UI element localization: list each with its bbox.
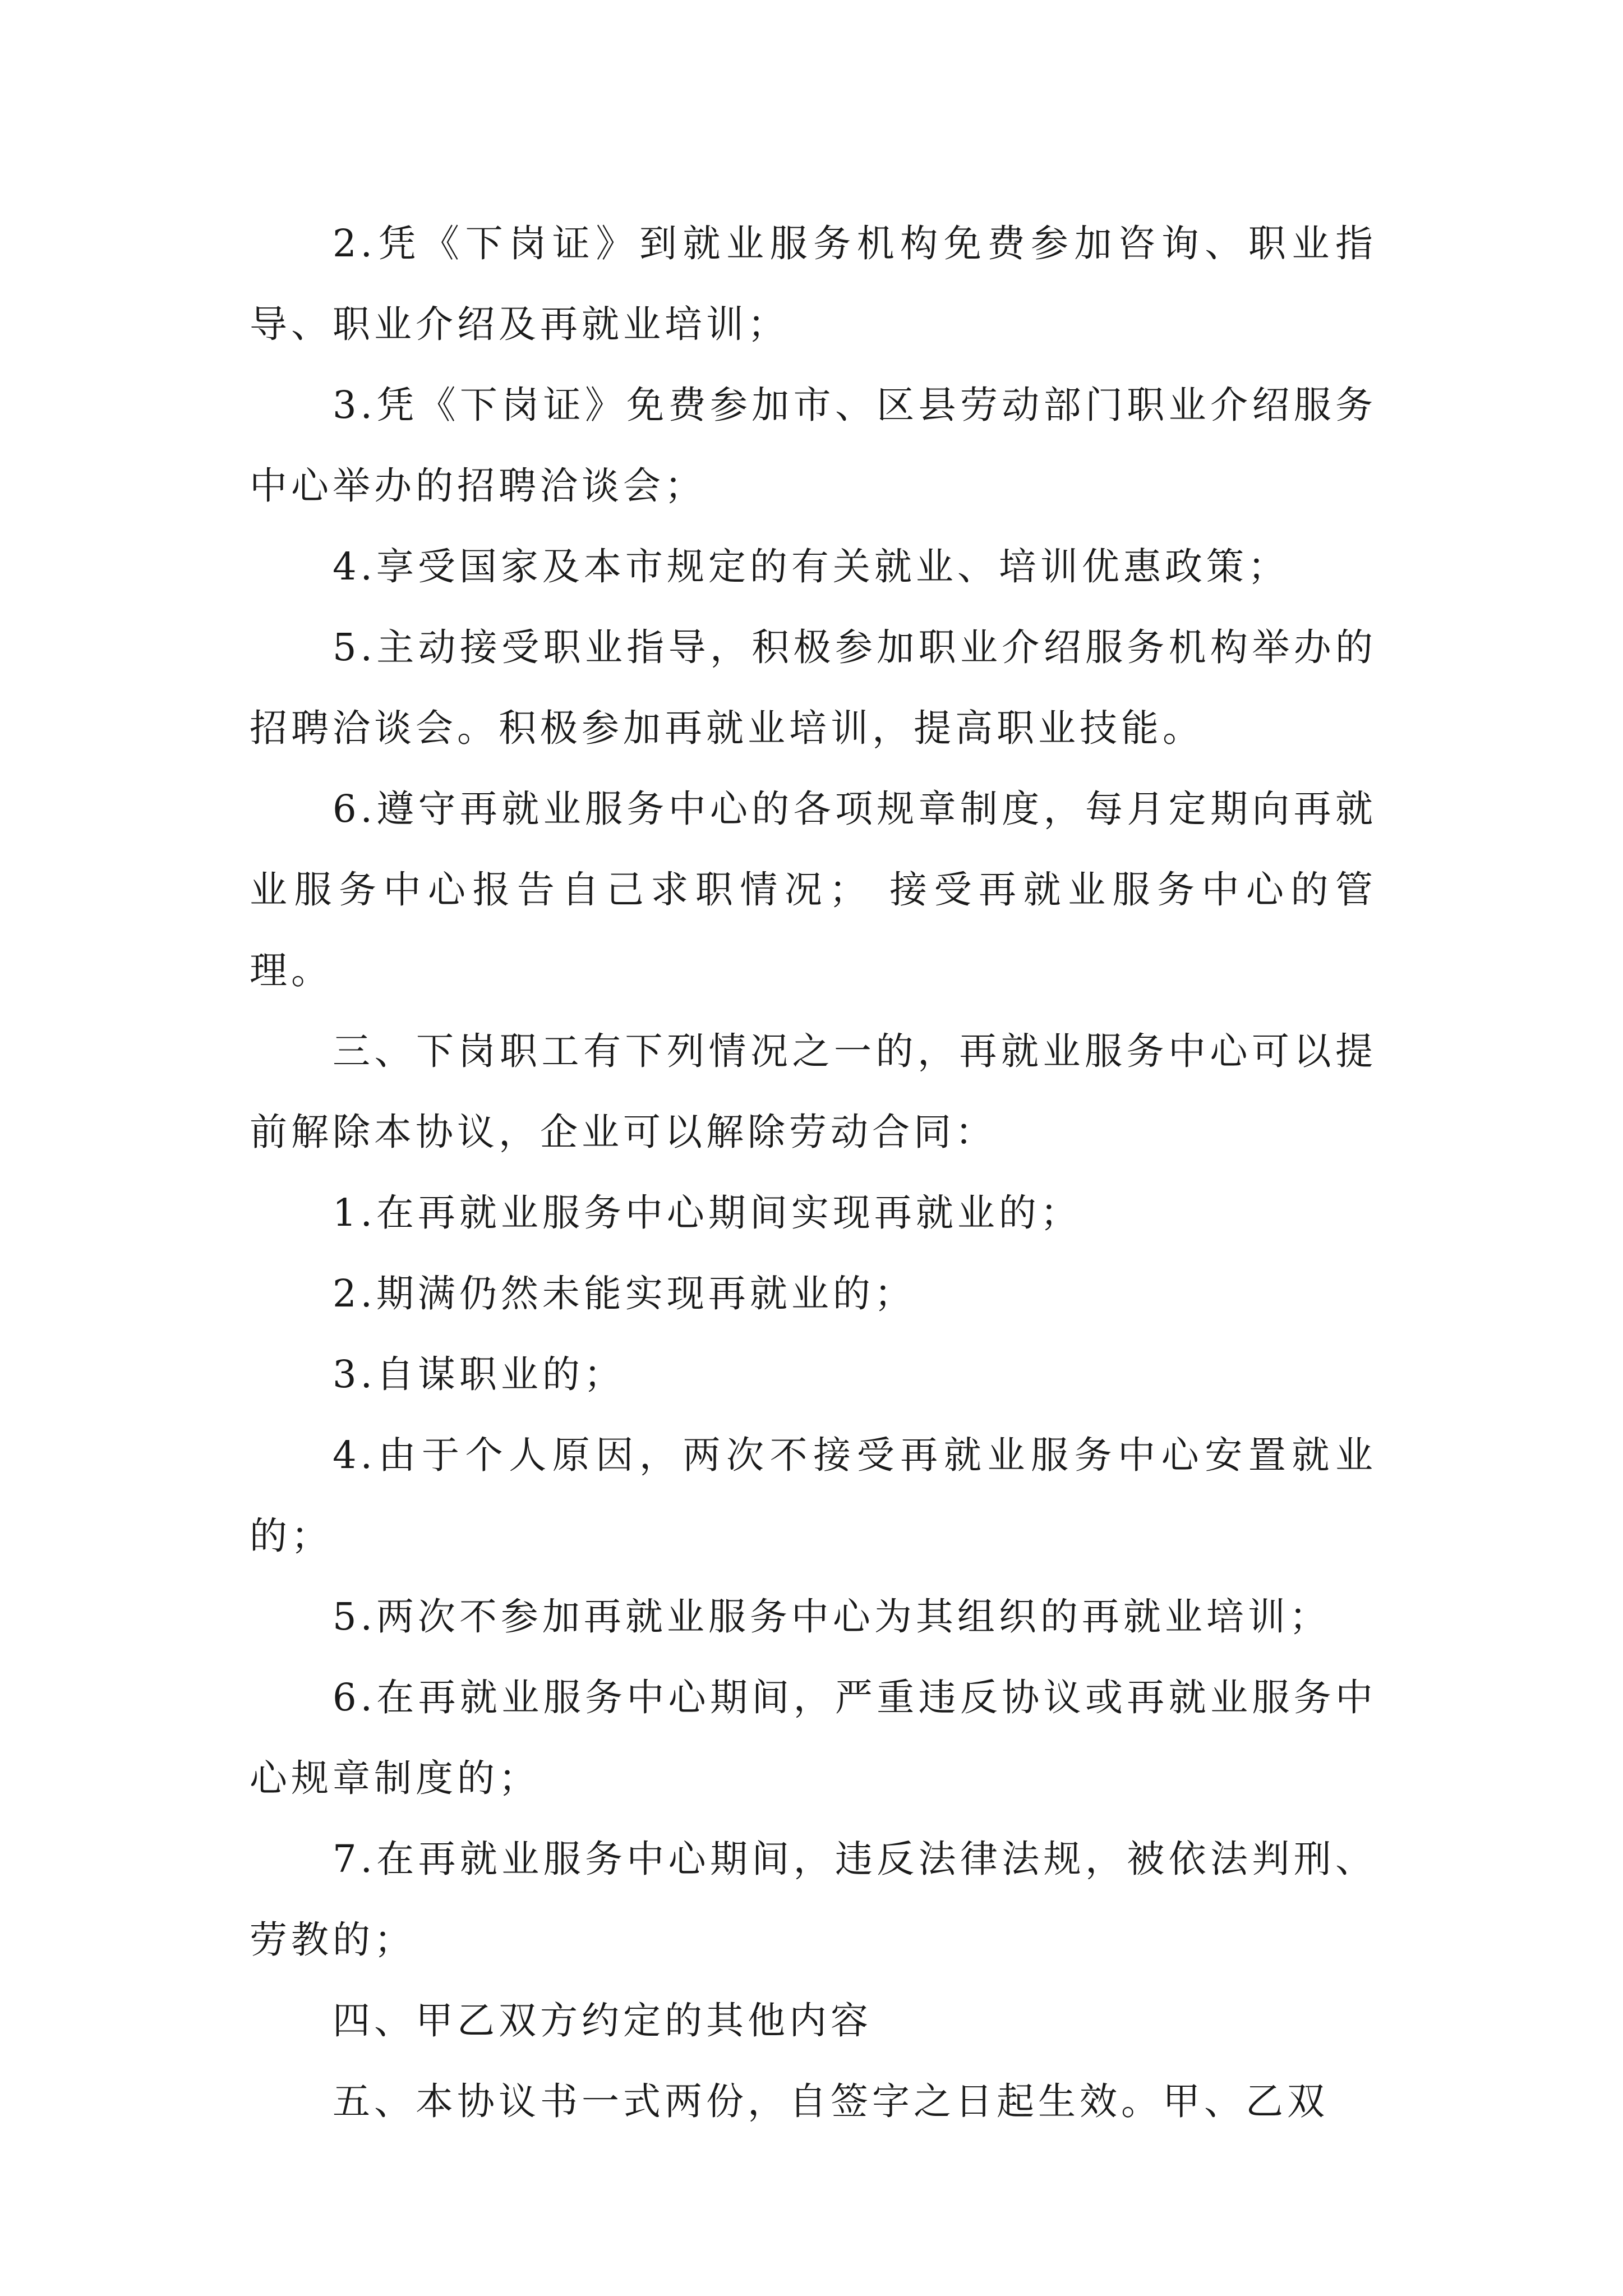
section-4-heading: 四、甲乙双方约定的其他内容 <box>333 1999 872 2042</box>
paragraph-2-consult-training: 2.凭《下岗证》到就业服务机构免费参加咨询、职业指导、职业介绍及再就业培训； <box>250 222 1377 346</box>
paragraph-4-preferential-policy: 4.享受国家及本市规定的有关就业、培训优惠政策； <box>333 545 1289 588</box>
item-1-reemployed: 1.在再就业服务中心期间实现再就业的； <box>333 1191 1082 1235</box>
paragraph-5-career-guidance: 5.主动接受职业指导，积极参加职业介绍服务机构举办的招聘洽谈会。积极参加再就业培训，提高职业技能。 <box>250 625 1377 750</box>
item-3-self-employed: 3.自谋职业的； <box>333 1352 625 1396</box>
section-3-heading: 三、下岗职工有下列情况之一的，再就业服务中心可以提前解除本协议，企业可以解除劳动合同： <box>250 1029 1377 1154</box>
item-5-skipped-training: 5.两次不参加再就业服务中心为其组织的再就业培训； <box>333 1595 1331 1639</box>
paragraph-6-rules-compliance: 6.遵守再就业服务中心的各项规章制度，每月定期向再就业服务中心报告自己求职情况； 接受再就业服务中心的管理。 <box>250 787 1377 992</box>
item-7-legal-violation: 7.在再就业服务中心期间，违反法律法规，被依法判刑、劳教的； <box>250 1837 1377 1962</box>
section-5-heading: 五、本协议书一式两份，自签字之日起生效。甲、乙双 <box>333 2079 1329 2123</box>
paragraph-3-job-fair: 3.凭《下岗证》免费参加市、区县劳动部门职业介绍服务中心举办的招聘洽谈会； <box>250 383 1377 508</box>
item-4-refused-placement: 4.由于个人原因，两次不接受再就业服务中心安置就业的； <box>250 1433 1377 1558</box>
item-6-serious-violation: 6.在再就业服务中心期间，严重违反协议或再就业服务中心规章制度的； <box>250 1676 1377 1800</box>
item-2-term-expired: 2.期满仍然未能实现再就业的； <box>333 1272 916 1315</box>
